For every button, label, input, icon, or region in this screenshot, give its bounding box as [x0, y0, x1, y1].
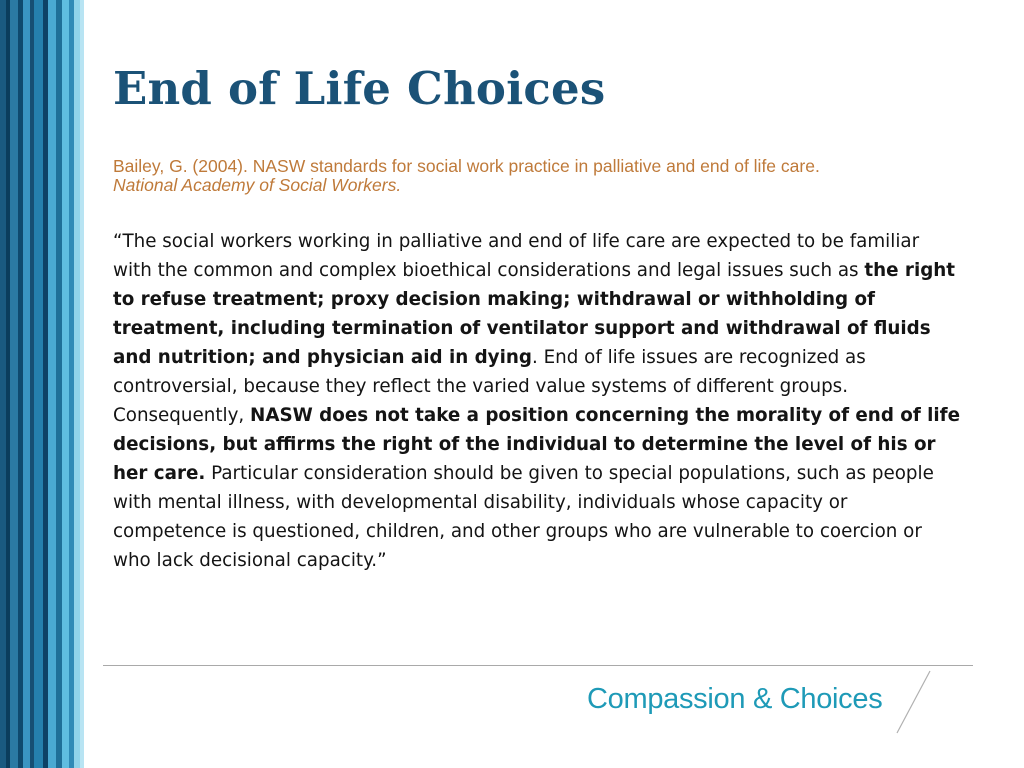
- brand-logo: Compassion & Choices: [587, 683, 883, 715]
- quote-text: . End of life issues are recognized as controversial, because they reflect the varied value systems of different groups. Consequently,: [113, 347, 866, 426]
- quote-emphasis: NASW does not take a position concerning the morality of end of life decisions, but affirms the right of the individual to determine the level of his or her care.: [113, 405, 961, 484]
- page-title: End of Life Choices: [113, 62, 606, 115]
- citation-publisher: National Academy of Social Workers.: [113, 175, 402, 195]
- citation-reference: Bailey, G. (2004). NASW standards for social work practice in palliative and end of life care.: [113, 156, 820, 176]
- quote-text: Particular consideration should be given to special populations, such as people with mental illness, with developmental disability, individuals whose capacity or competence is questioned, children, and other groups who are vulnerable to coercion or who lack decisional capacity.”: [113, 463, 934, 571]
- quote-emphasis: the right to refuse treatment; proxy decision making; withdrawal or withholding of treatment, including termination of ventilator support and withdrawal of fluids and nutrition; and physician aid in dying: [113, 260, 956, 368]
- slash-line: [897, 671, 930, 733]
- quote-text: “The social workers working in palliative and end of life care are expected to be familiar with the common and complex bioethical considerations and legal issues such as: [113, 231, 920, 281]
